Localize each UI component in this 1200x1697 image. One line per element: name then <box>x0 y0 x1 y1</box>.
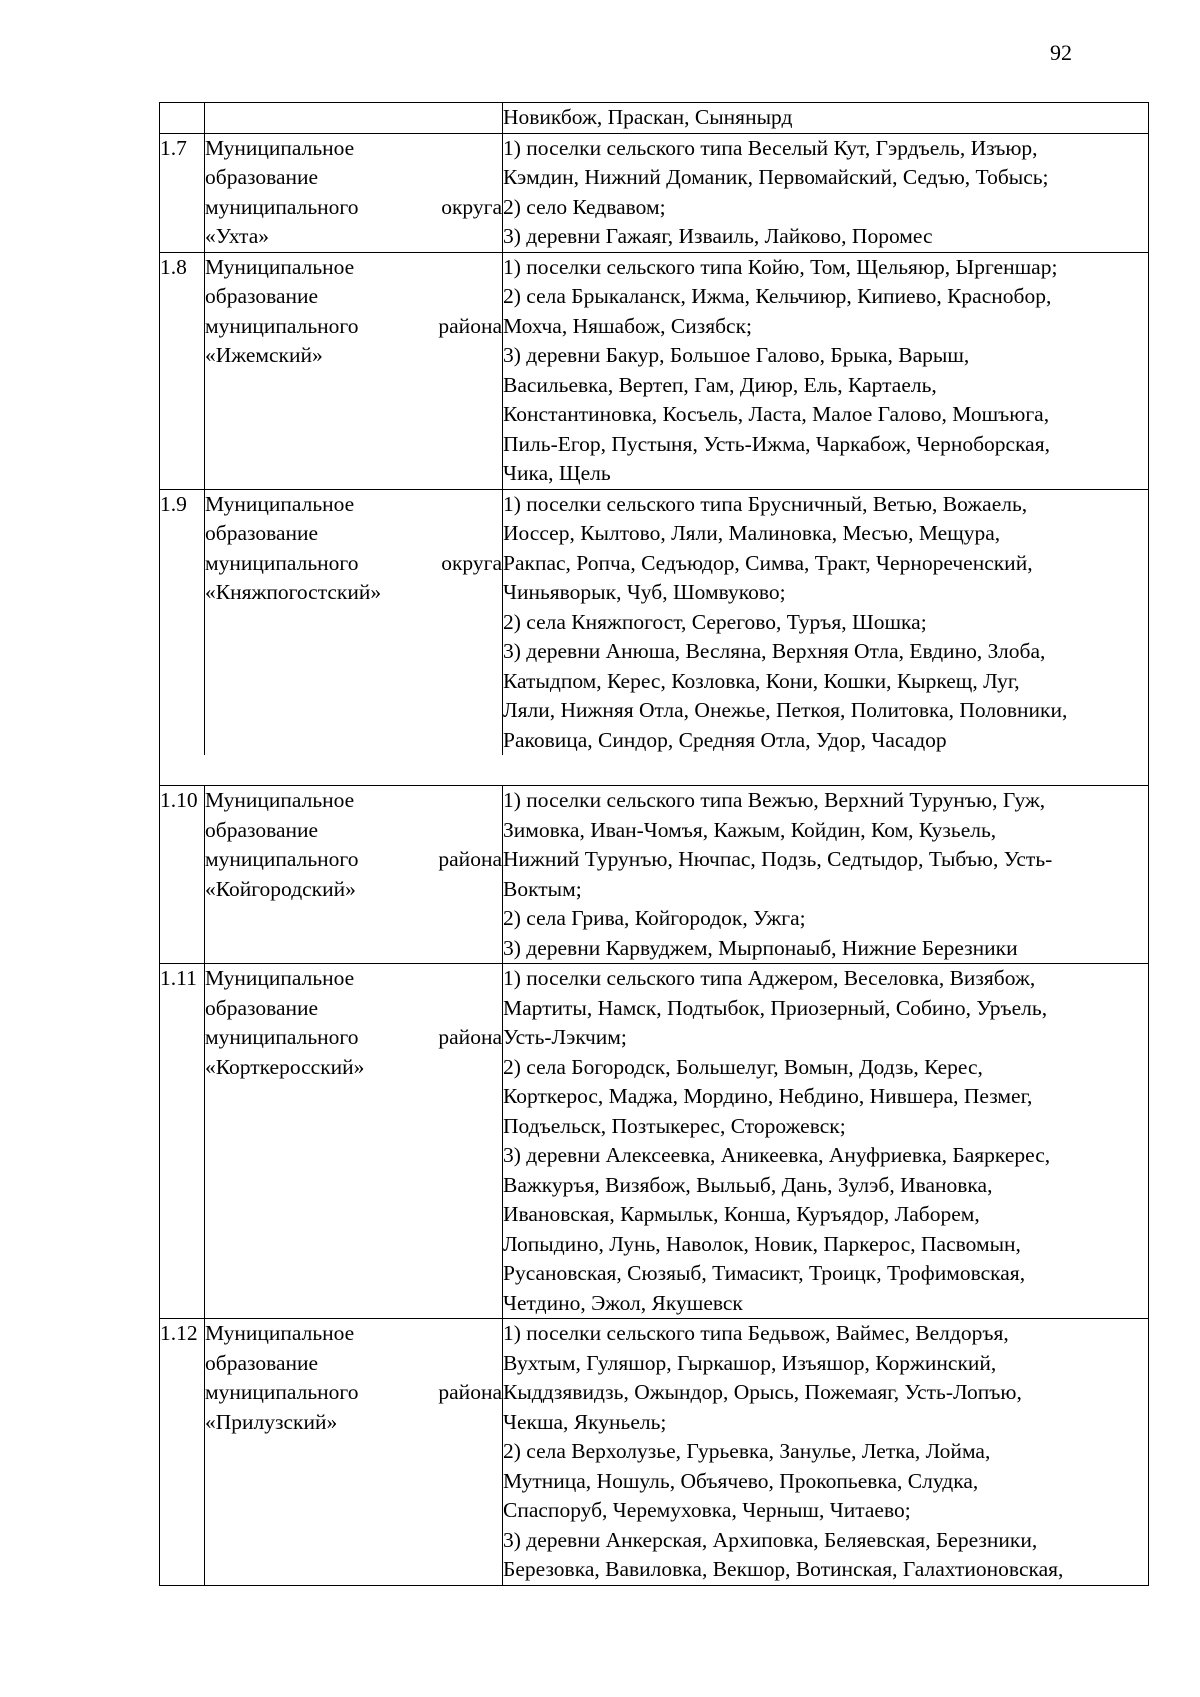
settlements-list: 1) поселки сельского типа Веселый Кут, Гэрдъель, Изъюр, Кэмдин, Нижний Доманик, Первомайский, Седъю, Тобысь; 2) село Кедвавом; 3) деревни Гажаяг, Изваиль, Лайково, Поромес <box>503 133 1149 252</box>
table-row <box>160 252 1149 489</box>
municipality-name: Муниципальное образование муниципального района «Корткеросский» <box>205 964 503 1319</box>
row-number: 1.12 <box>160 1319 205 1586</box>
settlements-list: Новикбож, Праскан, Сынянырд <box>503 103 1149 134</box>
municipality-name <box>205 103 503 134</box>
settlements-list: 1) поселки сельского типа Бедьвож, Ваймес, Велдоръя, Вухтым, Гуляшор, Гыркашор, Изъяшор, Коржинский, Кыддзявидзь, Ожындор, Орысь, Пожемаяг, Усть-Лопъю, Чекша, Якуньель; 2) села Верхолузье, Гурьевка, Занулье, Летка, Лойма, Мутница, Ношуль, Объячево, Прокопьевка, Слудка, Спаспоруб, Черемуховка, Черныш, Читаево; 3) деревни Анкерская, Архиповка, Беляевская, Березники, Березовка, Вавиловка, Векшор, Вотинская, Галахтионовская, <box>503 1319 1149 1586</box>
page-number: 92 <box>1050 40 1072 65</box>
table-row <box>160 1319 1149 1586</box>
municipality-name: Муниципальное образование муниципального района «Прилузский» <box>205 1319 503 1586</box>
table-row <box>160 489 1149 755</box>
table-row <box>160 103 1149 134</box>
row-number: 1.11 <box>160 964 205 1319</box>
settlements-list: 1) поселки сельского типа Брусничный, Ветью, Вожаель, Иоссер, Кылтово, Ляли, Малиновка, Месъю, Мещура, Ракпас, Ропча, Седъюдор, Симва, Тракт, Чернореченский, Чиньяворык, Чуб, Шомвуково; 2) села Княжпогост, Серегово, Туръя, Шошка; 3) деревни Анюша, Весляна, Верхняя Отла, Евдино, Злоба, Катыдпом, Керес, Козловка, Кони, Кошки, Кыркещ, Луг, Ляли, Нижняя Отла, Онежье, Петкоя, Политовка, Половники, Раковица, Синдор, Средняя Отла, Удор, Часадор <box>503 489 1149 755</box>
row-number: 1.9 <box>160 489 205 755</box>
settlements-list: 1) поселки сельского типа Койю, Том, Щельяюр, Ыргеншар; 2) села Брыкаланск, Ижма, Кельчиюр, Кипиево, Краснобор, Мохча, Няшабож, Сизябск; 3) деревни Бакур, Большое Галово, Брыка, Варыш, Васильевка, Вертеп, Гам, Диюр, Ель, Картаель, Константиновка, Косъель, Ласта, Малое Галово, Мошъюга, Пиль-Егор, Пустыня, Усть-Ижма, Чаркабож, Черноборская, Чика, Щель <box>503 252 1149 489</box>
row-number: 1.8 <box>160 252 205 489</box>
table-row <box>160 964 1149 1319</box>
settlements-list: 1) поселки сельского типа Вежъю, Верхний Турунъю, Гуж, Зимовка, Иван-Чомъя, Кажым, Койдин, Ком, Кузьель, Нижний Турунъю, Нючпас, Подзь, Седтыдор, Тыбъю, Усть- Воктым; 2) села Грива, Койгородок, Ужга; 3) деревни Карвуджем, Мырпонаыб, Нижние Березники <box>503 786 1149 964</box>
row-number: 1.10 <box>160 786 205 964</box>
municipality-name: Муниципальное образование муниципального округа «Княжпогостский» <box>205 489 503 755</box>
settlements-table <box>159 102 1149 1586</box>
settlements-list: 1) поселки сельского типа Аджером, Веселовка, Визябож, Мартиты, Намск, Подтыбок, Приозерный, Собино, Уръель, Усть-Лэкчим; 2) села Богородск, Большелуг, Вомын, Додзь, Керес, Корткерос, Маджа, Мордино, Небдино, Нившера, Пезмег, Подъельск, Позтыкерес, Сторожевск; 3) деревни Алексеевка, Аникеевка, Ануфриевка, Баяркерес, Важкуръя, Визябож, Выльыб, Дань, Зулэб, Ивановка, Ивановская, Кармыльк, Конша, Куръядор, Лаборем, Лопыдино, Лунь, Наволок, Новик, Паркерос, Пасвомын, Русановская, Сюзяыб, Тимасикт, Троицк, Трофимовская, Четдино, Эжол, Якушевск <box>503 964 1149 1319</box>
row-number: 1.7 <box>160 133 205 252</box>
municipality-name: Муниципальное образование муниципального района «Ижемский» <box>205 252 503 489</box>
municipality-name: Муниципальное образование муниципального района «Койгородский» <box>205 786 503 964</box>
row-number <box>160 103 205 134</box>
table-row <box>160 133 1149 252</box>
table-row <box>160 786 1149 964</box>
municipality-name: Муниципальное образование муниципального округа «Ухта» <box>205 133 503 252</box>
page-gap-row <box>160 755 1149 786</box>
